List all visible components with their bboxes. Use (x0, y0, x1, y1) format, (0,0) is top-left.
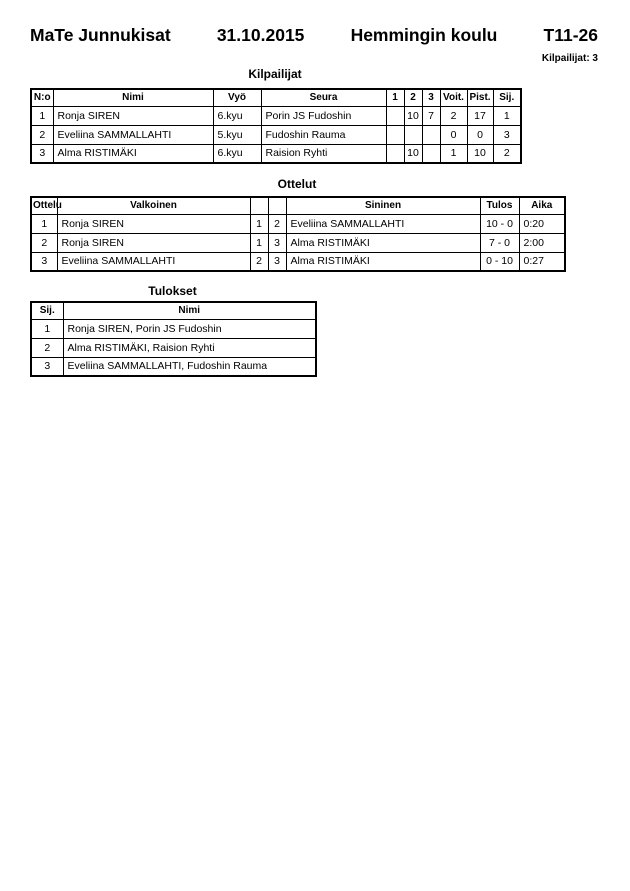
cell-nimi: Eveliina SAMMALLAHTI (53, 125, 213, 144)
cell-m2 (404, 125, 422, 144)
cell-sininen: Alma RISTIMÄKI (286, 233, 480, 252)
cell-tulos: 10 - 0 (480, 214, 519, 233)
cell-sij: 2 (493, 144, 521, 163)
title-date: 31.10.2015 (216, 25, 305, 45)
cell-seura: Raision Ryhti (261, 144, 386, 163)
cell-nimi: Eveliina SAMMALLAHTI, Fudoshin Rauma (63, 357, 316, 376)
cell-m3: 7 (422, 106, 440, 125)
kilpailijat-table (30, 88, 522, 164)
header-row (31, 89, 521, 106)
col-header-ottelu: Ottelu (31, 197, 57, 214)
col-header-sij: Sij. (493, 89, 521, 106)
cell-valkoinen: Ronja SIREN (57, 214, 250, 233)
table-row (31, 252, 565, 271)
cell-sij: 3 (493, 125, 521, 144)
cell-sij: 3 (31, 357, 63, 376)
cell-m3 (422, 125, 440, 144)
title-venue: Hemmingin koulu (350, 25, 498, 45)
cell-bnum: 3 (268, 252, 286, 271)
header-row (31, 302, 316, 319)
cell-match-no: 1 (31, 214, 57, 233)
page-title (30, 25, 598, 46)
table-row (31, 214, 565, 233)
col-header-tulos: Tulos (480, 197, 519, 214)
cell-match-no: 2 (31, 233, 57, 252)
title-event: MaTe Junnukisat (30, 25, 171, 45)
cell-pist: 10 (467, 144, 493, 163)
table-row (31, 233, 565, 252)
col-header-seura: Seura (261, 89, 386, 106)
col-header-voit: Voit. (440, 89, 467, 106)
cell-sininen: Alma RISTIMÄKI (286, 252, 480, 271)
cell-vyo: 6.kyu (213, 106, 261, 125)
table-row (31, 338, 316, 357)
cell-wnum: 1 (250, 233, 268, 252)
cell-no: 3 (31, 144, 53, 163)
cell-voit: 2 (440, 106, 467, 125)
ottelut-heading: Ottelut (277, 177, 317, 191)
cell-m2: 10 (404, 144, 422, 163)
cell-no: 1 (31, 106, 53, 125)
table-row (31, 106, 521, 125)
ottelut-table (30, 196, 566, 272)
cell-tulos: 0 - 10 (480, 252, 519, 271)
cell-aika: 2:00 (519, 233, 565, 252)
col-header-no: N:o (31, 89, 53, 106)
cell-vyo: 5.kyu (213, 125, 261, 144)
cell-nimi: Alma RISTIMÄKI, Raision Ryhti (63, 338, 316, 357)
col-header-wnum (250, 197, 268, 214)
kilpailijat-heading: Kilpailijat (248, 67, 302, 81)
cell-no: 2 (31, 125, 53, 144)
col-header-valkoinen: Valkoinen (57, 197, 250, 214)
table-row (31, 357, 316, 376)
cell-aika: 0:20 (519, 214, 565, 233)
col-header-pist: Pist. (467, 89, 493, 106)
cell-m1 (386, 125, 404, 144)
cell-nimi: Alma RISTIMÄKI (53, 144, 213, 163)
table-row (31, 125, 521, 144)
cell-nimi: Ronja SIREN, Porin JS Fudoshin (63, 319, 316, 338)
tulokset-table (30, 301, 317, 377)
cell-seura: Fudoshin Rauma (261, 125, 386, 144)
cell-m3 (422, 144, 440, 163)
col-header-aika: Aika (519, 197, 565, 214)
cell-seura: Porin JS Fudoshin (261, 106, 386, 125)
cell-m1 (386, 144, 404, 163)
cell-nimi: Ronja SIREN (53, 106, 213, 125)
col-header-3: 3 (422, 89, 440, 106)
cell-aika: 0:27 (519, 252, 565, 271)
cell-m1 (386, 106, 404, 125)
cell-wnum: 1 (250, 214, 268, 233)
col-header-sij: Sij. (31, 302, 63, 319)
cell-valkoinen: Eveliina SAMMALLAHTI (57, 252, 250, 271)
col-header-2: 2 (404, 89, 422, 106)
cell-sij: 1 (31, 319, 63, 338)
col-header-sininen: Sininen (286, 197, 480, 214)
cell-pist: 17 (467, 106, 493, 125)
cell-sininen: Eveliina SAMMALLAHTI (286, 214, 480, 233)
col-header-nimi: Nimi (63, 302, 316, 319)
cell-vyo: 6.kyu (213, 144, 261, 163)
cell-voit: 0 (440, 125, 467, 144)
title-category: T11-26 (543, 25, 598, 45)
cell-sij: 1 (493, 106, 521, 125)
cell-bnum: 3 (268, 233, 286, 252)
header-row (31, 197, 565, 214)
competitor-count: Kilpailijat: 3 (541, 53, 598, 64)
col-header-1: 1 (386, 89, 404, 106)
cell-match-no: 3 (31, 252, 57, 271)
cell-tulos: 7 - 0 (480, 233, 519, 252)
cell-pist: 0 (467, 125, 493, 144)
cell-m2: 10 (404, 106, 422, 125)
cell-voit: 1 (440, 144, 467, 163)
cell-valkoinen: Ronja SIREN (57, 233, 250, 252)
table-row (31, 144, 521, 163)
cell-wnum: 2 (250, 252, 268, 271)
col-header-bnum (268, 197, 286, 214)
cell-sij: 2 (31, 338, 63, 357)
col-header-nimi: Nimi (53, 89, 213, 106)
col-header-vyo: Vyö (213, 89, 261, 106)
tulokset-heading: Tulokset (148, 284, 197, 298)
table-row (31, 319, 316, 338)
cell-bnum: 2 (268, 214, 286, 233)
